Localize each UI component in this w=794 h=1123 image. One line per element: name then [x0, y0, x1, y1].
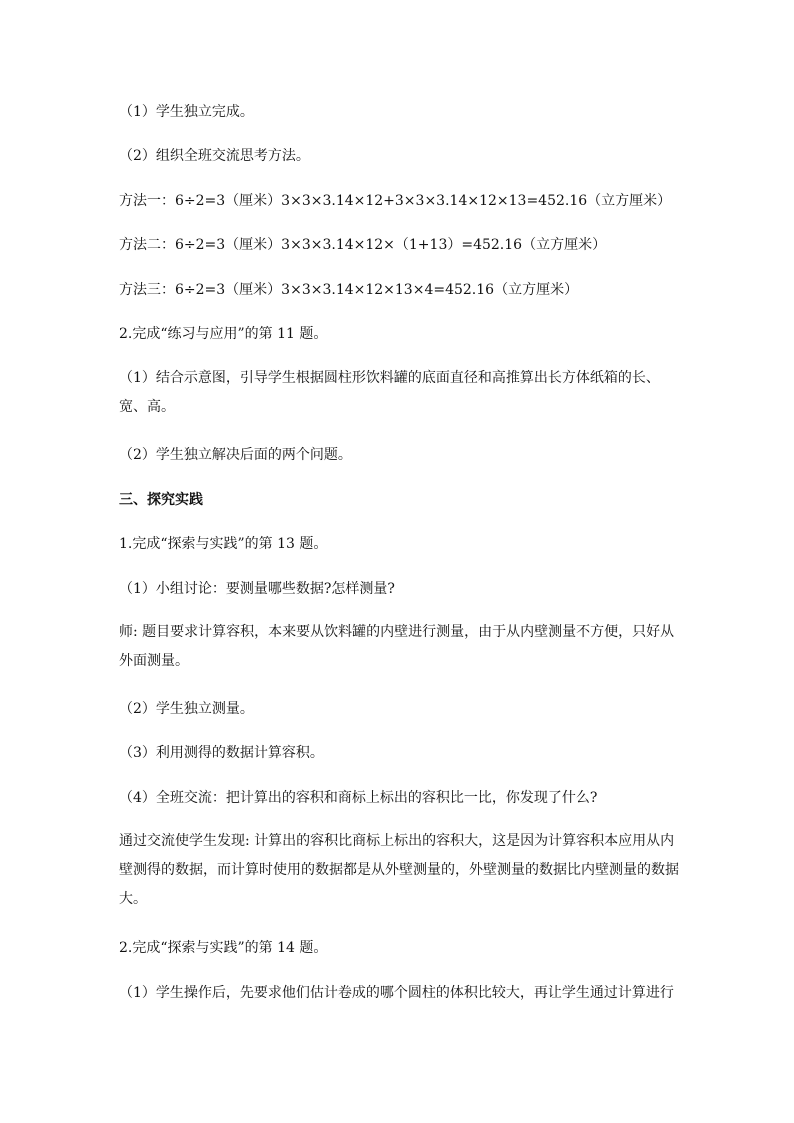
paragraph-step-1: （1）学生独立完成。 [119, 104, 254, 120]
exercise-13: 1.完成“探索与实践”的第 13 题。 [119, 536, 328, 552]
exercise-11: 2.完成“练习与应用”的第 11 题。 [119, 326, 328, 342]
paragraph-step-2: （2）组织全班交流思考方法。 [119, 148, 310, 164]
exercise-14: 2.完成“探索与实践”的第 14 题。 [119, 940, 328, 956]
exercise-11-step-2: （2）学生独立解决后面的两个问题。 [119, 447, 352, 463]
exercise-13-step-4: （4）全班交流：把计算出的容积和商标上标出的容积比一比，你发现了什么? [119, 790, 598, 806]
exercise-13-step-2: （2）学生独立测量。 [119, 701, 254, 717]
exercise-13-step-1: （1）小组讨论：要测量哪些数据?怎样测量? [119, 581, 395, 597]
method-one: 方法一：6÷2=3（厘米）3×3×3.14×12+3×3×3.14×12×13=452.16（立方厘米） [119, 193, 672, 209]
method-two: 方法二：6÷2=3（厘米）3×3×3.14×12×（1+13）=452.16（立方厘米） [119, 237, 607, 253]
method-three: 方法三：6÷2=3（厘米）3×3×3.14×12×13×4=452.16（立方厘米） [119, 282, 579, 298]
exercise-13-step-3: （3）利用测得的数据计算容积。 [119, 745, 324, 761]
exercise-14-step-1: （1）学生操作后，先要求他们估计卷成的哪个圆柱的体积比较大，再让学生通过计算进行 [119, 985, 674, 1001]
discovery-paragraph: 通过交流使学生发现: 计算出的容积比商标上标出的容积大，这是因为计算容积本应用从内壁测得的数据，而计算时使用的数据都是从外壁测量的，外壁测量的数据比内壁测量的数据大。 [119, 833, 679, 907]
section-heading: 三、探究实践 [119, 492, 203, 508]
exercise-11-step-1: （1）结合示意图，引导学生根据圆柱形饮料罐的底面直径和高推算出长方体纸箱的长、宽、高。 [119, 370, 660, 415]
teacher-note: 师: 题目要求计算容积，本来要从饮料罐的内壁进行测量，由于从内壁测量不方便，只好从外面测量。 [119, 624, 675, 669]
